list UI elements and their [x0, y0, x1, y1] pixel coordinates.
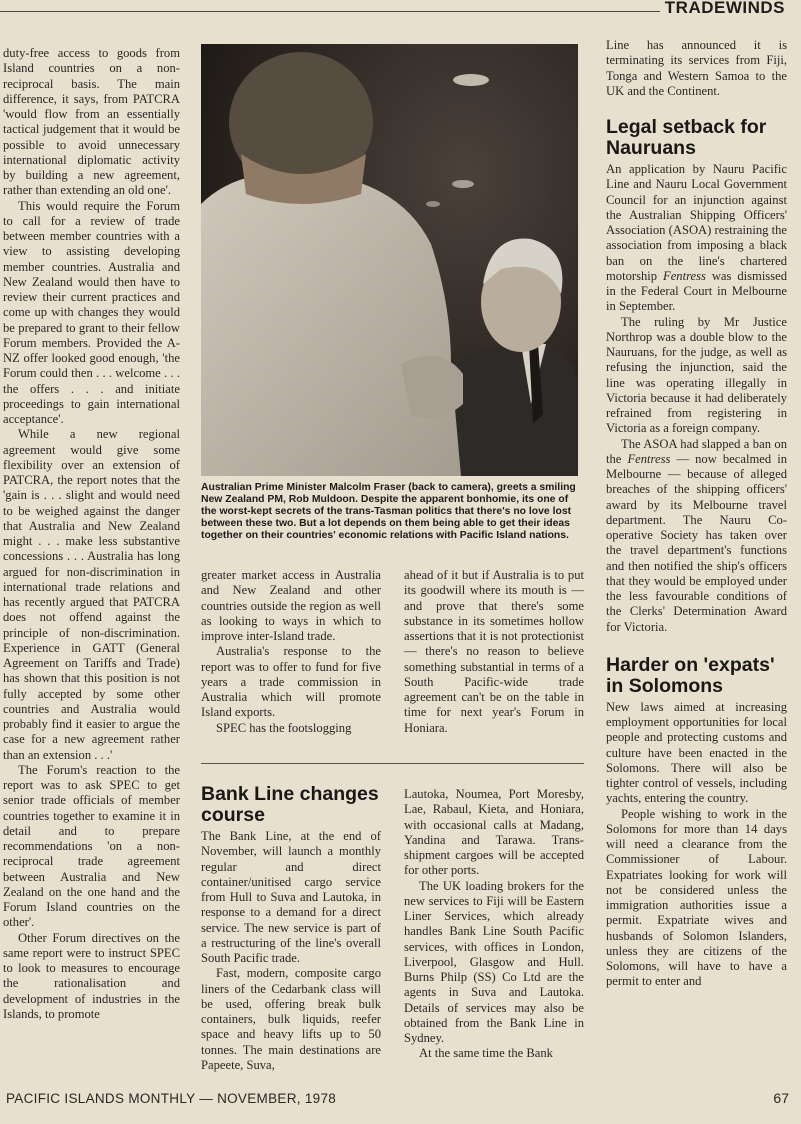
- page-number: 67: [773, 1090, 789, 1106]
- publication-footer: PACIFIC ISLANDS MONTHLY — NOVEMBER, 1978: [6, 1091, 337, 1106]
- text-span: The ASOA had slapped a ban on the: [606, 436, 787, 466]
- paragraph: The Forum's reaction to the report was to ask SPEC to get senior trade officials of member countries together to examine it in detail and to prepare recommendations 'on a non-reciprocal trade agreement between Australia and New Zealand on the one hand and the Forum Island countries on the other'.: [3, 762, 180, 930]
- column-2-top: [201, 568, 381, 736]
- article-headline: Legal setback for Nauruans: [606, 116, 767, 159]
- paragraph: At the same time the Bank: [419, 1046, 553, 1061]
- paragraph: Fast, modern, composite cargo liners of the Cedarbank class will be used, offering break bulk containers, bulk liquids, reefer space and heavy lifts up to 50 tonnes. The main destinations are Papeete, Suva,: [201, 966, 381, 1072]
- bank-line-article-col-a: [201, 784, 381, 1073]
- bank-line-article-col-b: [404, 787, 584, 1062]
- paragraph: SPEC has the footslogging: [216, 720, 352, 735]
- article-headline: Bank Line changes course: [201, 783, 379, 826]
- paragraph: The Bank Line, at the end of November, will launch a monthly regular and direct container/unitised cargo service from Hull to Suva and Lautoka, in response to a demand for a direct service. The new service is part of a restructuring of the line's overall South Pacific trade.: [201, 829, 381, 965]
- text-span: An application by Nauru Pacific Line and Nauru Local Government Council for an injunction against the Australian Shipping Officers' Association (ASOA) restraining the association from imposing a black ban on the line's chartered motorship: [606, 162, 787, 283]
- column-3-top: [404, 568, 584, 736]
- article-divider: [201, 763, 584, 764]
- paragraph: Line has announced it is terminating its services from Fiji, Tonga and Western Samoa to the UK and the Continent.: [606, 38, 787, 98]
- section-heading: TRADEWINDS: [664, 0, 785, 17]
- paragraph: duty-free access to goods from Island countries on a non-reciprocal basis. The main difference, it says, from PATCRA 'would flow from an essentially tactical judgement that it would be possible to avoid unnecessary international diplomatic activity by building a new agreement, rather than extending an old one'.: [3, 46, 180, 198]
- paragraph: Other Forum directives on the same report were to instruct SPEC to look to measures to encourage the rationalisation and development of industries in the Islands, to promote: [3, 930, 180, 1021]
- paragraph: greater market access in Australia and New Zealand and other countries outside the region as well as looking to ways in which to improve inter-Island trade.: [201, 568, 381, 643]
- paragraph: Lautoka, Noumea, Port Moresby, Lae, Rabaul, Kieta, and Honiara, with occasional calls at Madang, Yandina and Tarawa. Trans-shipment cargoes will be accepted for other ports.: [404, 787, 584, 878]
- paragraph: ahead of it but if Australia is to put its goodwill where its mouth is — and prove that there's some substance in its sometimes hollow assertions that it is not protectionist — there's no reason to believe something substantial in terms of a South Pacific-wide trade agreement can't be on the table in time for next year's Forum in Honiara.: [404, 568, 584, 735]
- paragraph: [606, 162, 787, 315]
- photo-caption: Australian Prime Minister Malcolm Fraser (back to camera), greets a smiling New Zealand PM, Rob Muldoon. Despite the apparent bonhomie, its one of the worst-kept secrets of the trans-Tasman politics that there's no love lost between these two. But a lot depends on them being able to get their ideas together on their countries' economic relations with Pacific Island nations.: [201, 482, 576, 542]
- paragraph: People wishing to work in the Solomons for more than 14 days will need a clearance from the Commissioner of Labour. Expatriates looking for work will not be considered unless the immigration authorities issue a permit. Expatriate wives and husbands of Solomon Islanders, unless they are citizens of the Solomons, will have to have a permit to enter and: [606, 806, 787, 989]
- paragraph: The ruling by Mr Justice Northrop was a double blow to the Nauruans, for the judge, as well as refusing the injunction, said the line was operating illegally in Victoria because it had deliberately refrained from registering in Victoria as a foreign company.: [606, 314, 787, 436]
- paragraph: The UK loading brokers for the new services to Fiji will be Eastern Liner Services, which already handles Bank Line South Pacific services, with offices in London, Liverpool, Glasgow and Hull. Burns Philp (SS) Co Ltd are the agents in Suva and Lautoka. Details of services may also be obtained from the Bank Line in Sydney.: [404, 878, 584, 1045]
- news-photo: [201, 44, 578, 476]
- photo-illustration: [201, 44, 578, 476]
- paragraph: [606, 437, 787, 635]
- column-1: [3, 46, 180, 1022]
- text-span: was dismissed in the Federal Court in Melbourne in September.: [606, 268, 787, 314]
- ship-name: Fentress: [627, 451, 671, 466]
- paragraph: This would require the Forum to call for a review of trade between member countries with a view to assisting developing member countries. Australia and New Zealand would then have to review their current practices and come up with changes they would be prepared to grant to their fellow Forum members. Provided the A-NZ offer looked good enough, 'the Forum could then . . . welcome . . . the offers . . . and initiate proceedings to gain international acceptance'.: [3, 198, 180, 426]
- ship-name: Fentress: [663, 268, 706, 283]
- paragraph: While a new regional agreement would give some flexibility over an extension of PATCRA, the report notes that the 'gain is . . . slight and would need to be weighed against the danger that Australia and New Zealand might . . . make less substantive concessions . . . Australia has long argued for non-discrimination in international trade relations and has recently argued that PATCRA does not offend against the principle of non-discrimination. Experience in GATT (General Agreement on Tariffs and Trade) has shown that this position is not fully accepted by some other countries and Australia would probably find it easier to argue the case for a new agreement rather than an extension . . .': [3, 427, 180, 762]
- header-rule: [0, 11, 660, 12]
- paragraph: Australia's response to the report was to offer to fund for five years a trade commission in Australia which will promote Island exports.: [201, 644, 381, 720]
- text-span: — now becalmed in Melbourne — because of alleged breaches of the shipping officers' award by its Melbourne travel department. The Nauru Co-operative Society has taken over the travel department's functions and then notified the ship's officers that they would be employed under the less favourable conditions of the Clerks' Determination Award for Victoria.: [606, 451, 787, 634]
- article-headline: Harder on 'expats' in Solomons: [606, 653, 775, 697]
- paragraph: New laws aimed at increasing employment opportunities for local people and protecting customs and culture have been enacted in the Solomons. There will also be tighter control of vessels, including yachts, entering the country.: [606, 699, 787, 806]
- column-4: [606, 38, 787, 990]
